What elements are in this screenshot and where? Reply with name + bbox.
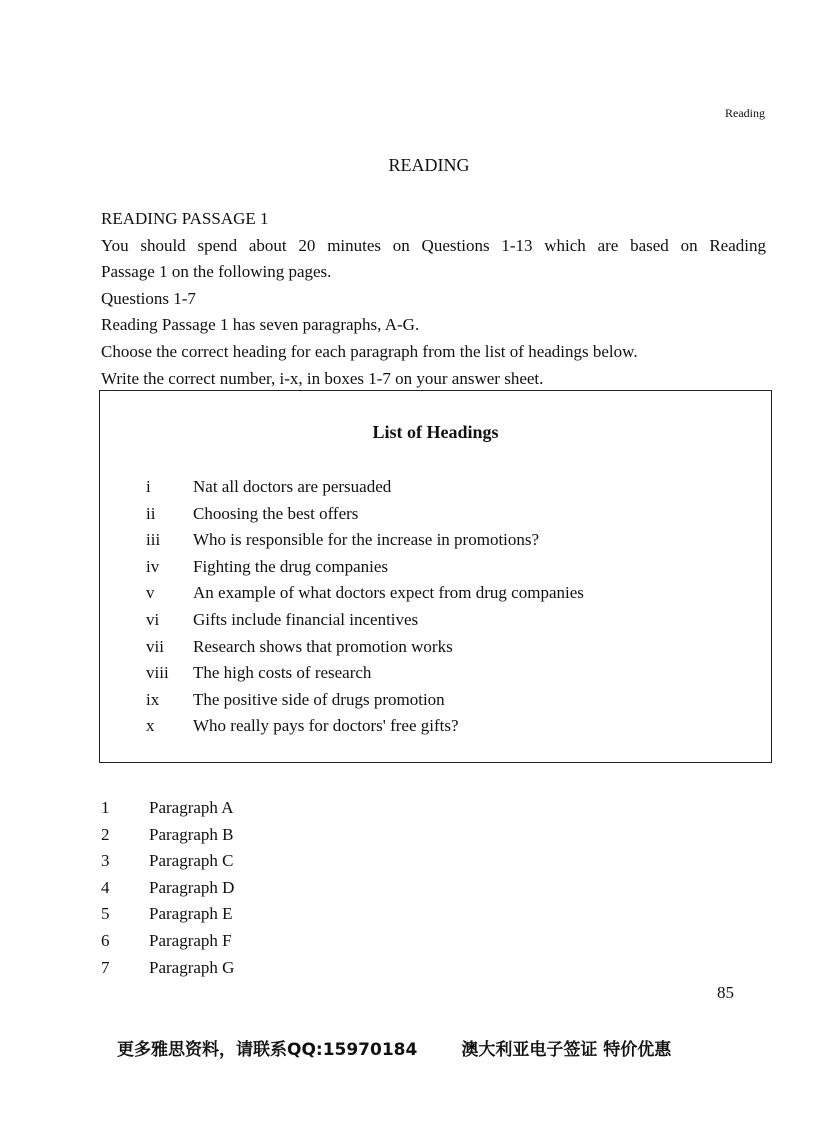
question-number: 6 xyxy=(101,930,110,950)
heading-text: Gifts include financial incentives xyxy=(193,609,419,629)
passage-title: READING PASSAGE 1 xyxy=(101,209,269,228)
heading-numeral: ix xyxy=(146,689,160,709)
question-row xyxy=(101,850,234,877)
question-label: Paragraph G xyxy=(149,957,235,977)
heading-numeral: ii xyxy=(146,503,156,523)
time-instruction-line-1: You should spend about 20 minutes on Questions 1-13 which are based on Reading xyxy=(101,235,766,255)
heading-item xyxy=(146,529,584,556)
heading-text: Nat all doctors are persuaded xyxy=(193,477,392,496)
heading-numeral: v xyxy=(146,583,155,603)
question-number: 3 xyxy=(101,851,110,871)
heading-item xyxy=(146,503,584,530)
heading-text: An example of what doctors expect from drug companies xyxy=(193,583,584,603)
heading-item xyxy=(146,636,584,663)
heading-numeral: x xyxy=(146,716,155,736)
heading-text: Who really pays for doctors' free gifts? xyxy=(193,716,459,736)
heading-item xyxy=(146,609,584,636)
question-number: 1 xyxy=(101,798,110,817)
heading-item xyxy=(146,582,584,609)
heading-numeral: iv xyxy=(146,556,160,576)
heading-text: The positive side of drugs promotion xyxy=(193,689,445,709)
question-number: 5 xyxy=(101,904,110,924)
question-label: Paragraph C xyxy=(149,851,234,871)
heading-numeral: i xyxy=(146,477,151,496)
question-label: Paragraph B xyxy=(149,824,234,844)
question-number: 4 xyxy=(101,877,110,897)
question-row xyxy=(101,877,234,904)
question-label: Paragraph A xyxy=(149,798,234,817)
page-number: 85 xyxy=(717,983,734,1002)
footer-promo-text: 澳大利亚电子签证 特价优惠 xyxy=(461,1040,672,1060)
paragraphs-note: Reading Passage 1 has seven paragraphs, A-G. xyxy=(101,315,420,335)
heading-text: Choosing the best offers xyxy=(193,503,359,523)
heading-text: Research shows that promotion works xyxy=(193,636,453,656)
heading-numeral: vi xyxy=(146,609,160,629)
running-header: Reading xyxy=(725,106,765,120)
heading-item xyxy=(146,476,584,503)
questions-label: Questions 1-7 xyxy=(101,288,196,308)
question-row xyxy=(101,930,234,957)
headings-list xyxy=(146,476,584,742)
heading-item xyxy=(146,556,584,583)
heading-text: Who is responsible for the increase in promotions? xyxy=(193,530,540,550)
heading-item xyxy=(146,715,584,742)
question-row xyxy=(101,824,234,851)
footer-banner xyxy=(117,1035,671,1060)
question-number: 7 xyxy=(101,957,110,977)
time-instruction-line-2: Passage 1 on the following pages. xyxy=(101,262,332,282)
heading-text: Fighting the drug companies xyxy=(193,556,389,576)
question-label: Paragraph D xyxy=(149,877,235,897)
heading-numeral: vii xyxy=(146,636,164,656)
question-label: Paragraph F xyxy=(149,930,232,950)
choose-instruction: Choose the correct heading for each paragraph from the list of headings below. xyxy=(101,341,638,361)
heading-numeral: viii xyxy=(146,663,169,683)
write-instruction: Write the correct number, i-x, in boxes 1-7 on your answer sheet. xyxy=(101,368,544,388)
section-title: READING xyxy=(388,155,470,175)
headings-title: List of Headings xyxy=(372,422,499,442)
questions-list xyxy=(101,797,234,983)
question-number: 2 xyxy=(101,824,110,844)
list-of-headings-box xyxy=(99,390,772,763)
question-row xyxy=(101,797,234,824)
heading-text: The high costs of research xyxy=(193,663,372,683)
question-row xyxy=(101,903,234,930)
question-row xyxy=(101,957,234,984)
heading-item xyxy=(146,662,584,689)
heading-numeral: iii xyxy=(146,530,161,550)
footer-contact-text: 更多雅思资料，请联系QQ:15970184 xyxy=(117,1040,418,1060)
heading-item xyxy=(146,689,584,716)
instructions-block xyxy=(101,206,766,392)
question-label: Paragraph E xyxy=(149,904,233,924)
